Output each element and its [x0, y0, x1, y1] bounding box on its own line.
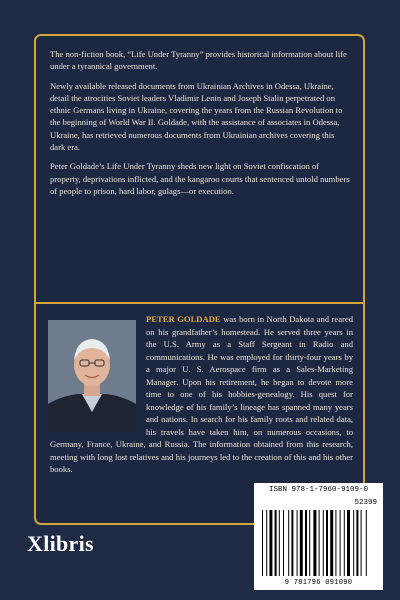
section-divider: [36, 302, 363, 304]
book-description: [50, 48, 351, 204]
isbn-label: ISBN 978-1-7960-9109-0: [268, 486, 369, 494]
isbn-barcode: [254, 483, 383, 590]
author-bio-text: was born in North Dakota and reared on his grandfather’s homestead. He served three years in the U.S. Army as a Staff Sergeant in Radio and communications. He was employed for thirty-four years by a major U. S. Aerospace firm as a Sales-Marketing Manager. Upon his retirement, he began to devote more time to one of his hobbies-genealogy. His quest for knowledge of his family’s lineage has spanned many years and nations. In search for his family roots and related data, his travels have taken him, on numerous occasions, to Germany, France, Ukraine, and Russia. The information obtained from this research, meeting with long lost relatives and his journeys led to the creation of this and his other books.: [50, 314, 353, 474]
back-cover-frame: [34, 34, 365, 525]
price-code: 52399: [354, 499, 377, 507]
description-paragraph-3: Peter Goldade’s Life Under Tyranny sheds new light on Soviet confiscation of property, deprivations inflicted, and the kangaroo courts that sentenced untold numbers of people to prison, hard labor, gulags—or execution.: [50, 161, 350, 196]
author-bio: [50, 313, 353, 476]
barcode-number: 9 781796 091090: [284, 579, 353, 587]
barcode-bars: [260, 510, 377, 576]
description-paragraph-2: Newly available released documents from Ukrainian Archives in Odessa, Ukraine, detail the atrocities Soviet leaders Vladimir Lenin and Joseph Stalin perpetrated on ethnic Germans living in Ukraine, covering the years from the Russian Revolution to the beginning of World War II. Goldade, with the assistance of associates in Odessa, Ukraine, has retrieved numerous documents from Ukrainian archives covering this dark era.: [50, 80, 343, 153]
description-paragraph-1: The non-fiction book, “Life Under Tyranny” provides historical information about life under a tyrannical government.: [50, 49, 347, 72]
author-name: PETER GOLDADE: [146, 314, 221, 324]
publisher-logo: Xlibris: [27, 531, 94, 556]
